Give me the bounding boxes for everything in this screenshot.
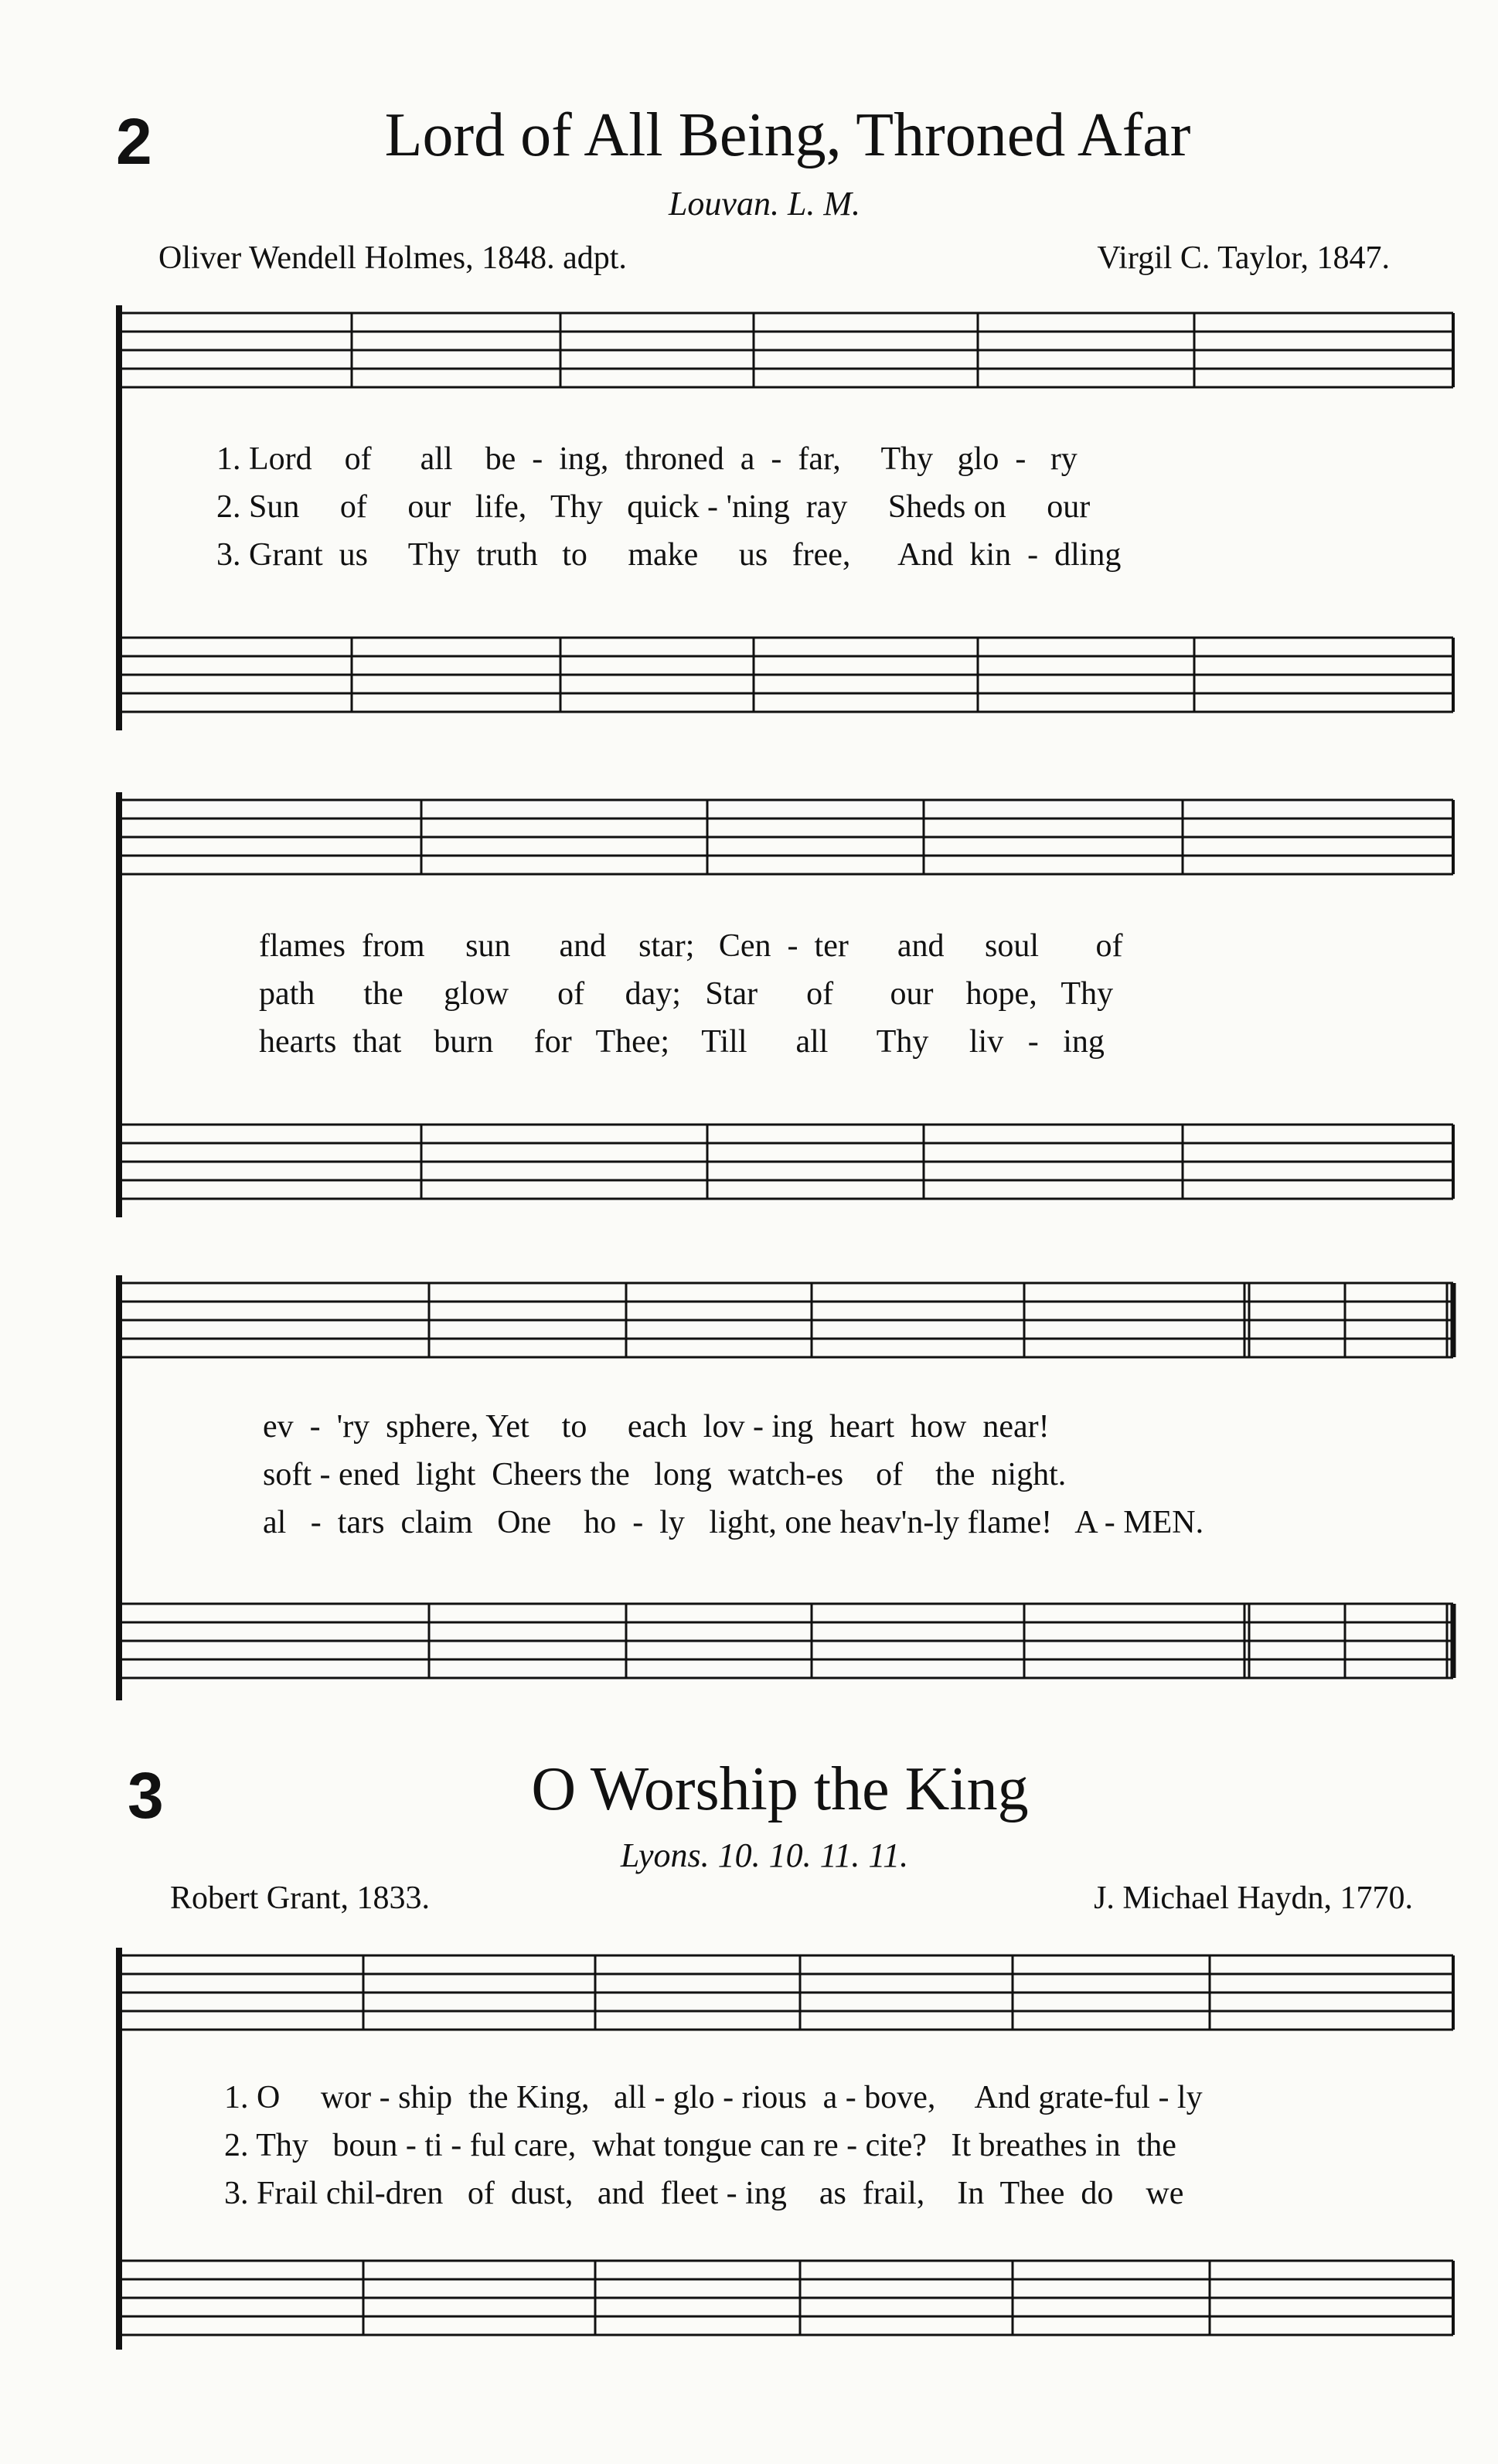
lyric-line-verse-2: 2. Sun of our life, Thy quick - 'ning ray Sheds on our (216, 489, 1091, 525)
author-credit: Oliver Wendell Holmes, 1848. adpt. (158, 240, 627, 276)
author-credit: Robert Grant, 1833. (170, 1880, 430, 1916)
tune-name: Louvan. L. M. (668, 185, 861, 223)
hymn-title: O Worship the King (531, 1755, 1029, 1823)
lyric-line-verse-1: 1. Lord of all be - ing, throned a - far, Thy glo - ry (216, 441, 1078, 477)
hymn-number: 2 (116, 105, 152, 178)
bass-staff (116, 1596, 1453, 1690)
treble-staff (116, 792, 1453, 887)
lyric-line-verse-2: soft - ened light Cheers the long watch-es of the night. (263, 1457, 1067, 1492)
treble-staff (116, 1948, 1453, 2042)
hymn-title: Lord of All Being, Throned Afar (384, 101, 1191, 169)
lyric-line-verse-2: 2. Thy boun - ti - ful care, what tongue can re - cite? It breathes in the (224, 2128, 1176, 2163)
treble-staff (116, 305, 1453, 400)
lyric-line-verse-2: path the glow of day; Star of our hope, Thy (259, 976, 1114, 1012)
lyric-line-verse-1: 1. O wor - ship the King, all - glo - rious a - bove, And grate-ful - ly (224, 2080, 1203, 2115)
treble-staff (116, 1275, 1453, 1370)
hymn-number: 3 (128, 1759, 164, 1832)
bass-staff (116, 630, 1453, 724)
bass-staff (116, 2253, 1453, 2347)
composer-credit: J. Michael Haydn, 1770. (1094, 1880, 1413, 1916)
lyric-line-verse-1: ev - 'ry sphere, Yet to each lov - ing heart how near! (263, 1409, 1050, 1445)
lyric-line-verse-3: al - tars claim One ho - ly light, one heav'n-ly flame! A - MEN. (263, 1505, 1204, 1540)
bass-staff (116, 1117, 1453, 1211)
lyric-line-verse-3: 3. Grant us Thy truth to make us free, And kin - dling (216, 537, 1122, 573)
lyric-line-verse-1: flames from sun and star; Cen - ter and soul of (259, 928, 1123, 964)
tune-name: Lyons. 10. 10. 11. 11. (620, 1836, 909, 1874)
lyric-line-verse-3: 3. Frail chil-dren of dust, and fleet - ing as frail, In Thee do we (224, 2176, 1184, 2211)
lyric-line-verse-3: hearts that burn for Thee; Till all Thy liv - ing (259, 1024, 1105, 1060)
composer-credit: Virgil C. Taylor, 1847. (1097, 240, 1390, 276)
